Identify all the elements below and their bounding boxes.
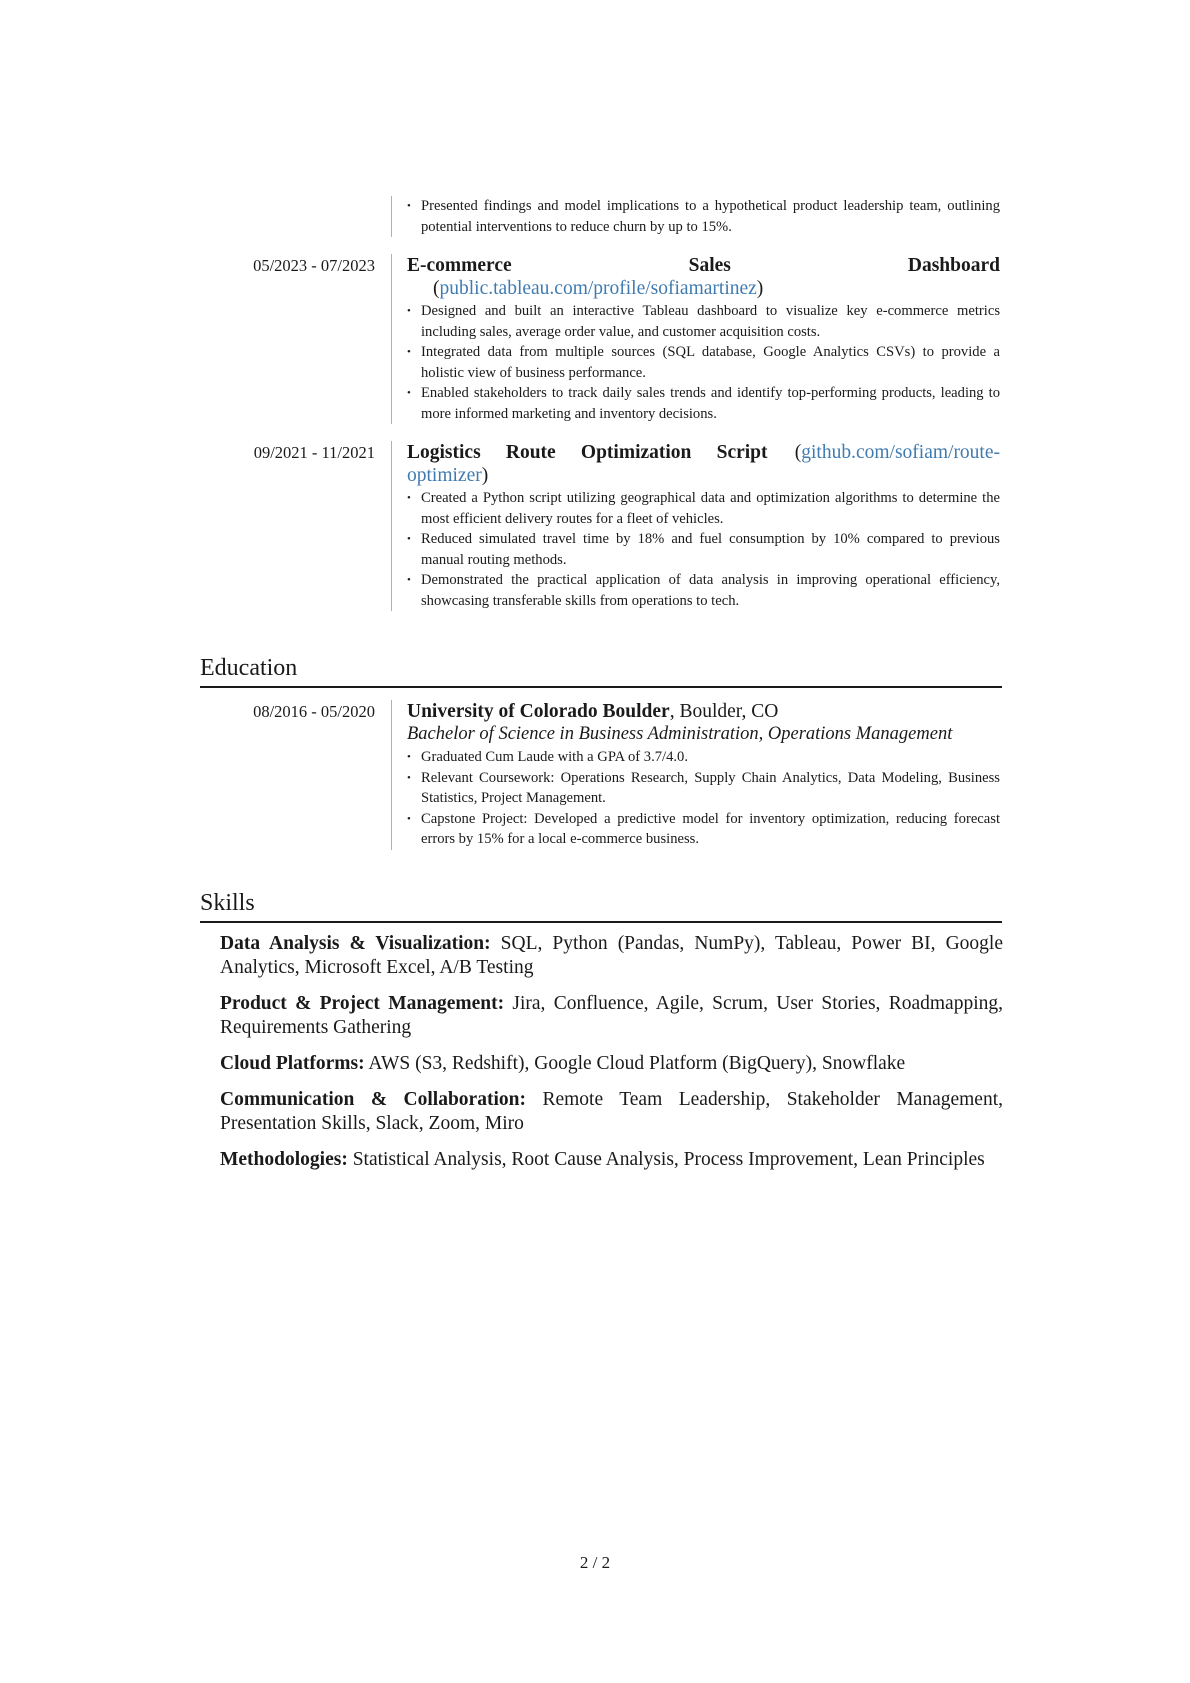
section-heading: Skills <box>200 889 1002 923</box>
education-section <box>200 654 1002 688</box>
project-name: Logistics Route Optimization Script <box>407 442 768 463</box>
skills-section <box>200 889 1002 923</box>
section-heading: Education <box>200 654 1002 688</box>
skill-label: Product & Project Management: <box>220 993 505 1014</box>
timeline-rule <box>391 700 392 850</box>
skill-value: AWS (S3, Redshift), Google Cloud Platform (BigQuery), Snowflake <box>364 1053 906 1074</box>
project-entry-logistics <box>200 441 1000 611</box>
school-location: , Boulder, CO <box>669 701 779 722</box>
education-entry <box>200 700 1000 850</box>
project-name: E-commerce Sales Dashboard <box>407 255 1000 276</box>
skill-label: Cloud Platforms: <box>220 1053 365 1074</box>
timeline-rule <box>391 441 392 611</box>
entry-date: 05/2023 - 07/2023 <box>253 256 375 275</box>
skill-value: Remote Team Leadership, Stakeholder Management, Presentation Skills, Slack, Zoom, Miro <box>220 1089 1004 1134</box>
skill-value: Jira, Confluence, Agile, Scrum, User Stories, Roadmapping, Requirements Gathering <box>220 993 1003 1038</box>
project-entry-ecommerce <box>200 254 1000 424</box>
school-name: University of Colorado Boulder <box>407 701 670 722</box>
skill-label: Communication & Collaboration: <box>220 1089 526 1110</box>
bullet-item: • Designed and built an interactive Tableau dashboard to visualize key e-commerce metrics including sales, average order value, and customer acquisition costs. <box>407 301 1000 342</box>
skill-value: Statistical Analysis, Root Cause Analysis, Process Improvement, Lean Principles <box>347 1149 985 1170</box>
bullet-item: • Integrated data from multiple sources (SQL database, Google Analytics CSVs) to provide a holistic view of business performance. <box>407 342 1000 383</box>
skill-label: Data Analysis & Visualization: <box>220 933 491 954</box>
skill-item <box>220 992 1003 1040</box>
entry-date: 09/2021 - 11/2021 <box>253 443 375 462</box>
timeline-rule <box>391 196 392 237</box>
skill-item <box>220 1052 1003 1076</box>
skill-item <box>220 1148 1003 1172</box>
bullet-item: • Relevant Coursework: Operations Research, Supply Chain Analytics, Data Modeling, Business Statistics, Project Management. <box>407 768 1000 809</box>
skill-value: SQL, Python (Pandas, NumPy), Tableau, Power BI, Google Analytics, Microsoft Excel, A/B Testing <box>220 933 1003 978</box>
bullet-item: • Capstone Project: Developed a predictive model for inventory optimization, reducing forecast errors by 15% for a local e-commerce business. <box>407 809 1000 850</box>
project-link[interactable]: public.tableau.com/profile/sofiamartinez <box>439 278 757 299</box>
entry-date <box>200 196 375 237</box>
project-title: Logistics Route Optimization Script (github.com/sofiam/route-optimizer) <box>407 442 1001 486</box>
skill-label: Methodologies: <box>220 1149 348 1170</box>
project-entry-continued <box>200 196 1000 237</box>
degree: Bachelor of Science in Business Administration, Operations Management <box>407 724 953 744</box>
bullet-item: • Demonstrated the practical application of data analysis in improving operational efficiency, showcasing transferable skills from operations to tech. <box>407 570 1000 611</box>
bullet-item: • Reduced simulated travel time by 18% and fuel consumption by 10% compared to previous manual routing methods. <box>407 529 1000 570</box>
skill-item <box>220 1088 1003 1136</box>
bullet-item: • Presented findings and model implications to a hypothetical product leadership team, outlining potential interventions to reduce churn by up to 15%. <box>407 196 1000 237</box>
bullet-item: • Graduated Cum Laude with a GPA of 3.7/4.0. <box>407 747 1000 768</box>
bullet-item: • Created a Python script utilizing geographical data and optimization algorithms to determine the most efficient delivery routes for a fleet of vehicles. <box>407 488 1000 529</box>
project-link[interactable]: github.com/sofiam/route-optimizer <box>407 442 1001 486</box>
education-title <box>407 700 1000 723</box>
skill-item <box>220 932 1003 980</box>
entry-date: 08/2016 - 05/2020 <box>253 702 375 721</box>
skills-list <box>220 932 1003 1184</box>
page-number: 2 / 2 <box>579 1553 611 1572</box>
bullet-item: • Enabled stakeholders to track daily sales trends and identify top-performing products, leading to more informed marketing and inventory decisions. <box>407 383 1000 424</box>
project-title: E-commerce Sales Dashboard (public.tableau.com/profile/sofiamartinez) <box>407 255 1000 299</box>
timeline-rule <box>391 254 392 424</box>
